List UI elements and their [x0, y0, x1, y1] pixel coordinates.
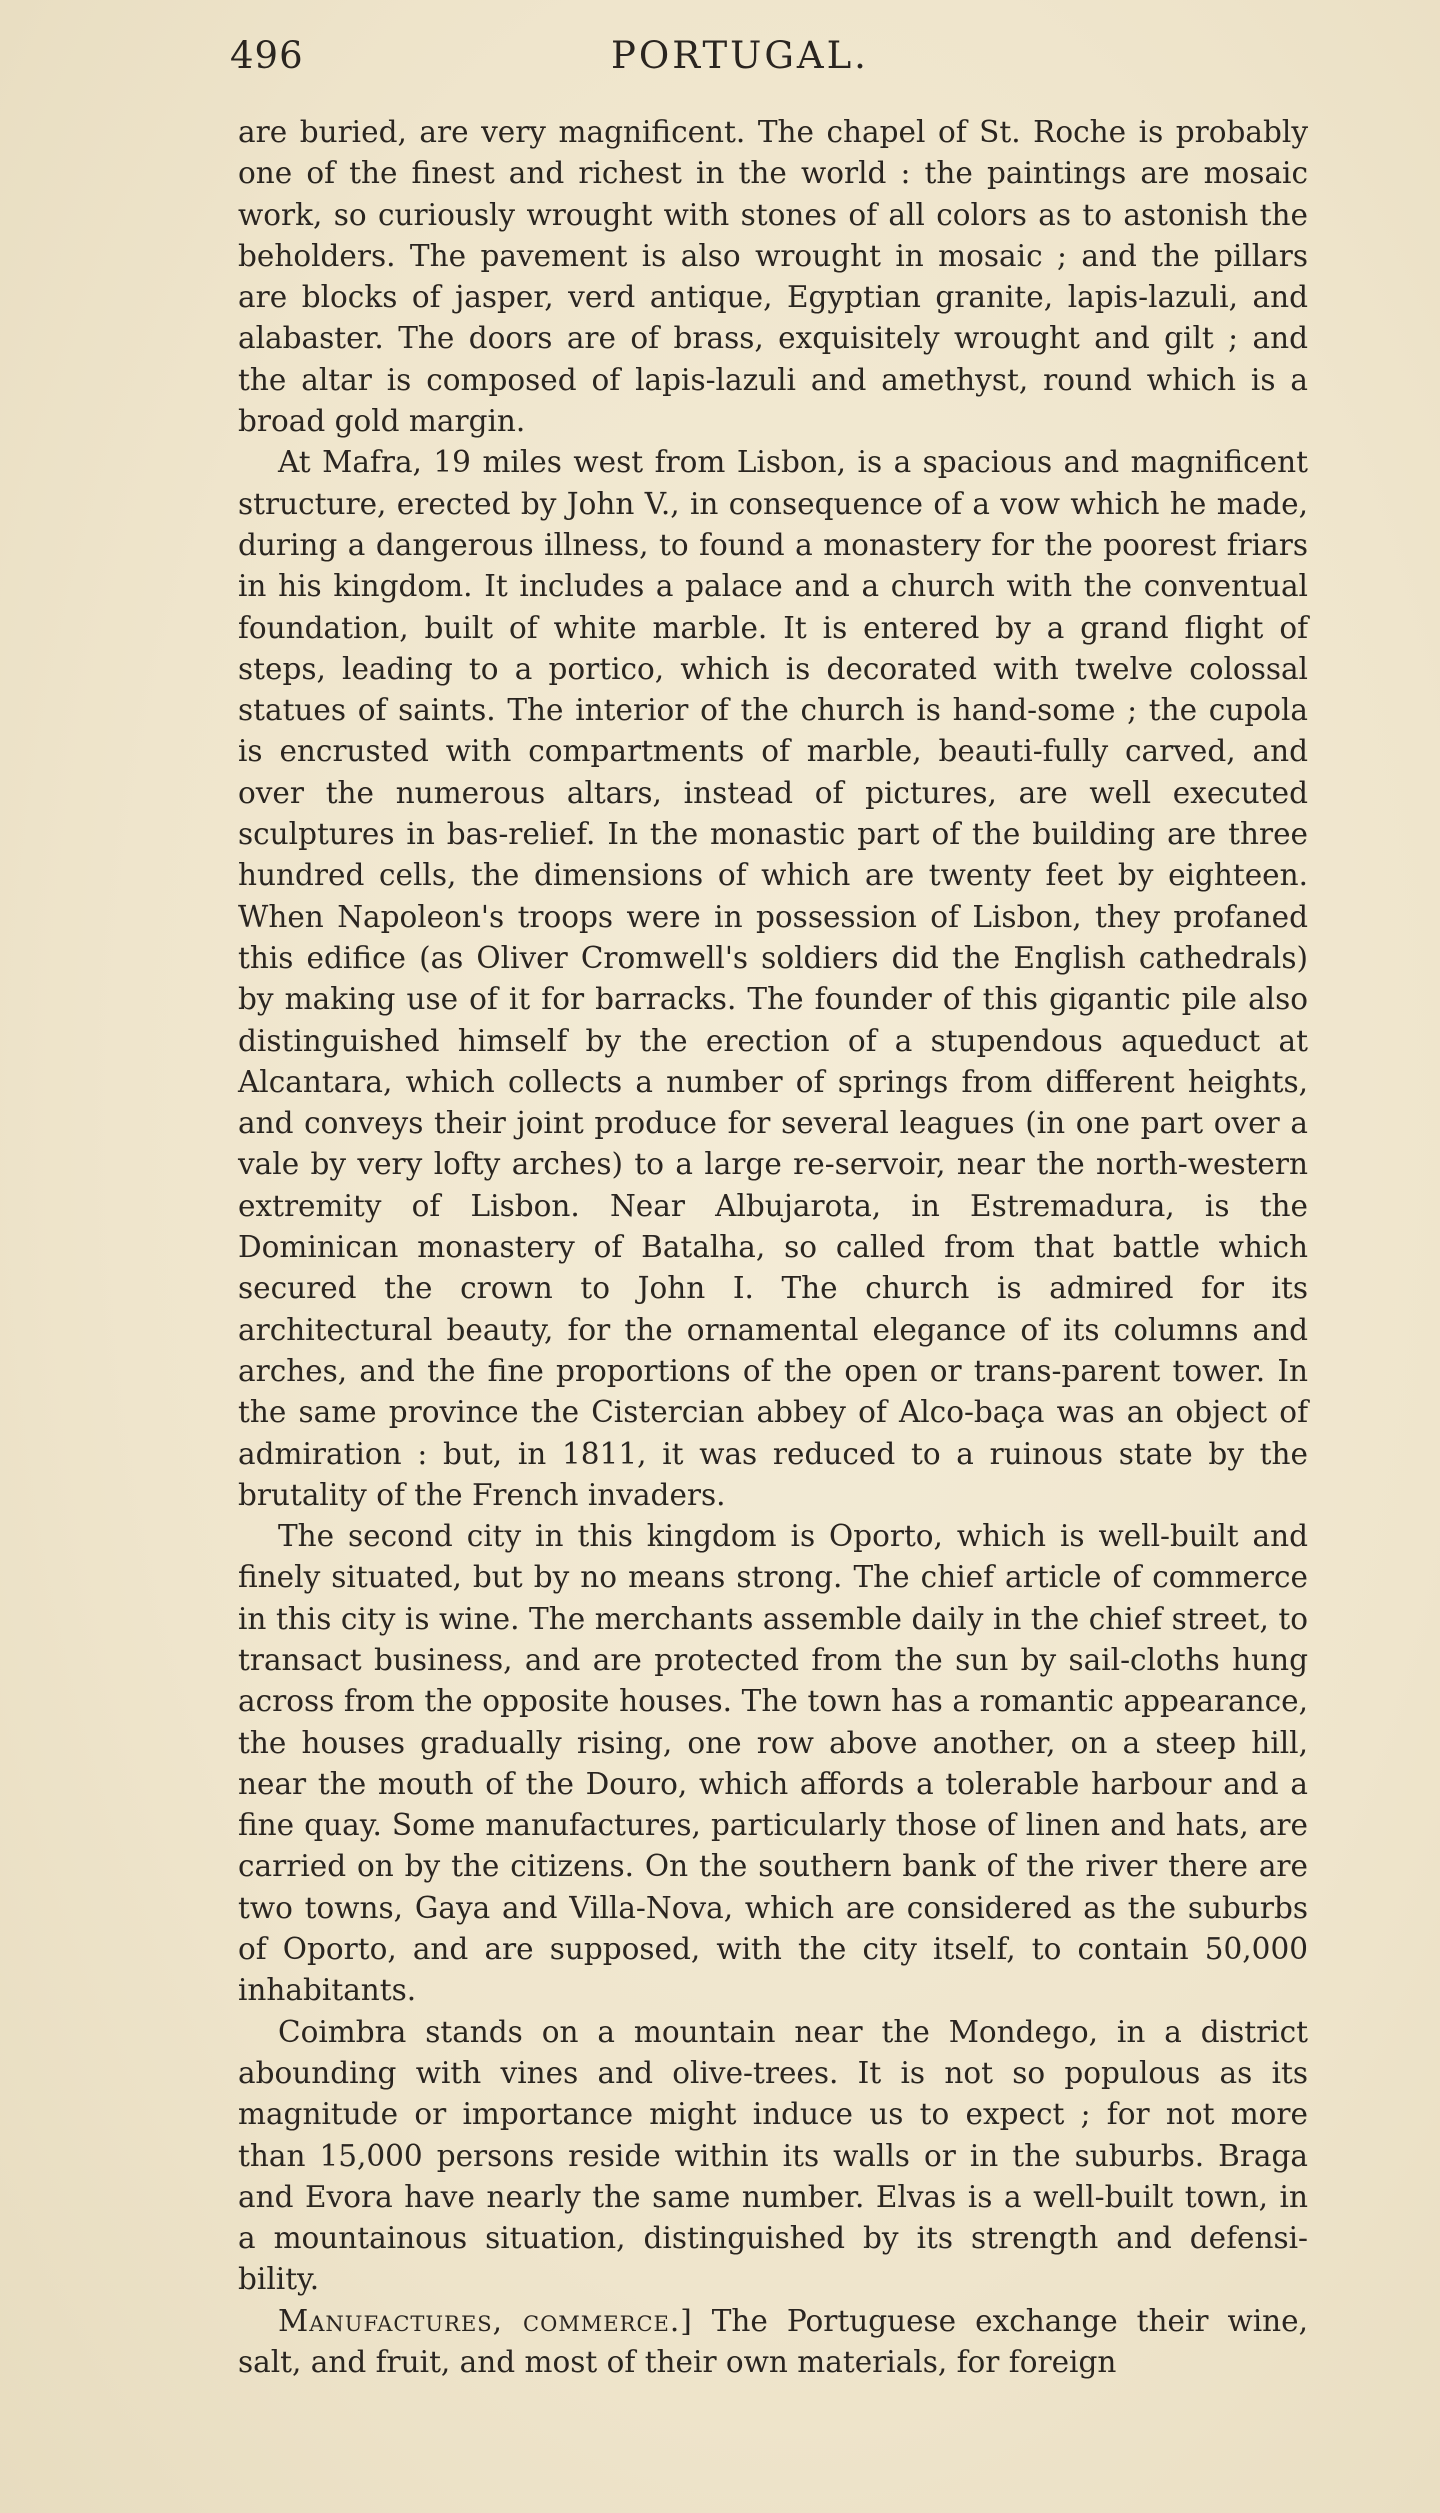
- paragraph-manufactures-text: The Portuguese exchange their wine, salt, and fruit, and most of their own materials, for foreign: [238, 2303, 1308, 2380]
- page-header: [205, 30, 1275, 90]
- paragraph-coimbra: Coimbra stands on a mountain near the Mondego, in a district abounding with vines and olive-trees. It is not so populous as its magnitude or importance might induce us to expect ; for not more than 15,000 persons reside within its walls or in the suburbs. Braga and Evora have nearly the same number. Elvas is a well-built town, in a mountainous situation, distinguished by its strength and defensi-bility.: [238, 2014, 1308, 2297]
- paragraph-st-roche: are buried, are very magnificent. The chapel of St. Roche is probably one of the finest and richest in the world : the paintings are mosaic work, so curiously wrought with stones of all colors as to astonish the beholders. The pavement is also wrought in mosaic ; and the pillars are blocks of jasper, verd antique, Egyptian granite, lapis-lazuli, and alabaster. The doors are of brass, exquisitely wrought and gilt ; and the altar is composed of lapis-lazuli and amethyst, round which is a broad gold margin.: [238, 115, 1308, 439]
- section-heading: Manufactures, commerce.]: [278, 2303, 693, 2338]
- paragraph-manufactures: [238, 2301, 1308, 2384]
- page-number: 496: [230, 34, 304, 77]
- running-title: PORTUGAL.: [611, 34, 869, 77]
- paragraph-oporto: The second city in this kingdom is Oporto, which is well-built and finely situated, but by no means strong. The chief article of commerce in this city is wine. The merchants assemble daily in the chief street, to transact business, and are protected from the sun by sail-cloths hung across from the opposite houses. The town has a romantic appearance, the houses gradually rising, one row above another, on a steep hill, near the mouth of the Douro, which affords a tolerable harbour and a fine quay. Some manufactures, particularly those of linen and hats, are carried on by the citizens. On the southern bank of the river there are two towns, Gaya and Villa-Nova, which are considered as the suburbs of Oporto, and are supposed, with the city itself, to contain 50,000 inhabitants.: [238, 1519, 1308, 2008]
- paragraph-mafra: At Mafra, 19 miles west from Lisbon, is a spacious and magnificent structure, erected by John V., in consequence of a vow which he made, during a dangerous illness, to found a monastery for the poorest friars in his kingdom. It includes a palace and a church with the conventual foundation, built of white marble. It is entered by a grand flight of steps, leading to a portico, which is decorated with twelve colossal statues of saints. The interior of the church is hand-some ; the cupola is encrusted with compartments of marble, beauti-fully carved, and over the numerous altars, instead of pictures, are well executed sculptures in bas-relief. In the monastic part of the building are three hundred cells, the dimensions of which are twenty feet by eighteen. When Napoleon's troops were in possession of Lisbon, they profaned this edifice (as Oliver Cromwell's soldiers did the English cathedrals) by making use of it for barracks. The founder of this gigantic pile also distinguished himself by the erection of a stupendous aqueduct at Alcantara, which collects a number of springs from different heights, and conveys their joint produce for several leagues (in one part over a vale by very lofty arches) to a large re-servoir, near the north-western extremity of Lisbon. Near Albujarota, in Estremadura, is the Dominican monastery of Batalha, so called from that battle which secured the crown to John I. The church is admired for its architectural beauty, for the ornamental elegance of its columns and arches, and the fine proportions of the open or trans-parent tower. In the same province the Cistercian abbey of Alco-baça was an object of admiration : but, in 1811, it was reduced to a ruinous state by the brutality of the French invaders.: [238, 445, 1308, 1512]
- body-text: [238, 112, 1308, 2383]
